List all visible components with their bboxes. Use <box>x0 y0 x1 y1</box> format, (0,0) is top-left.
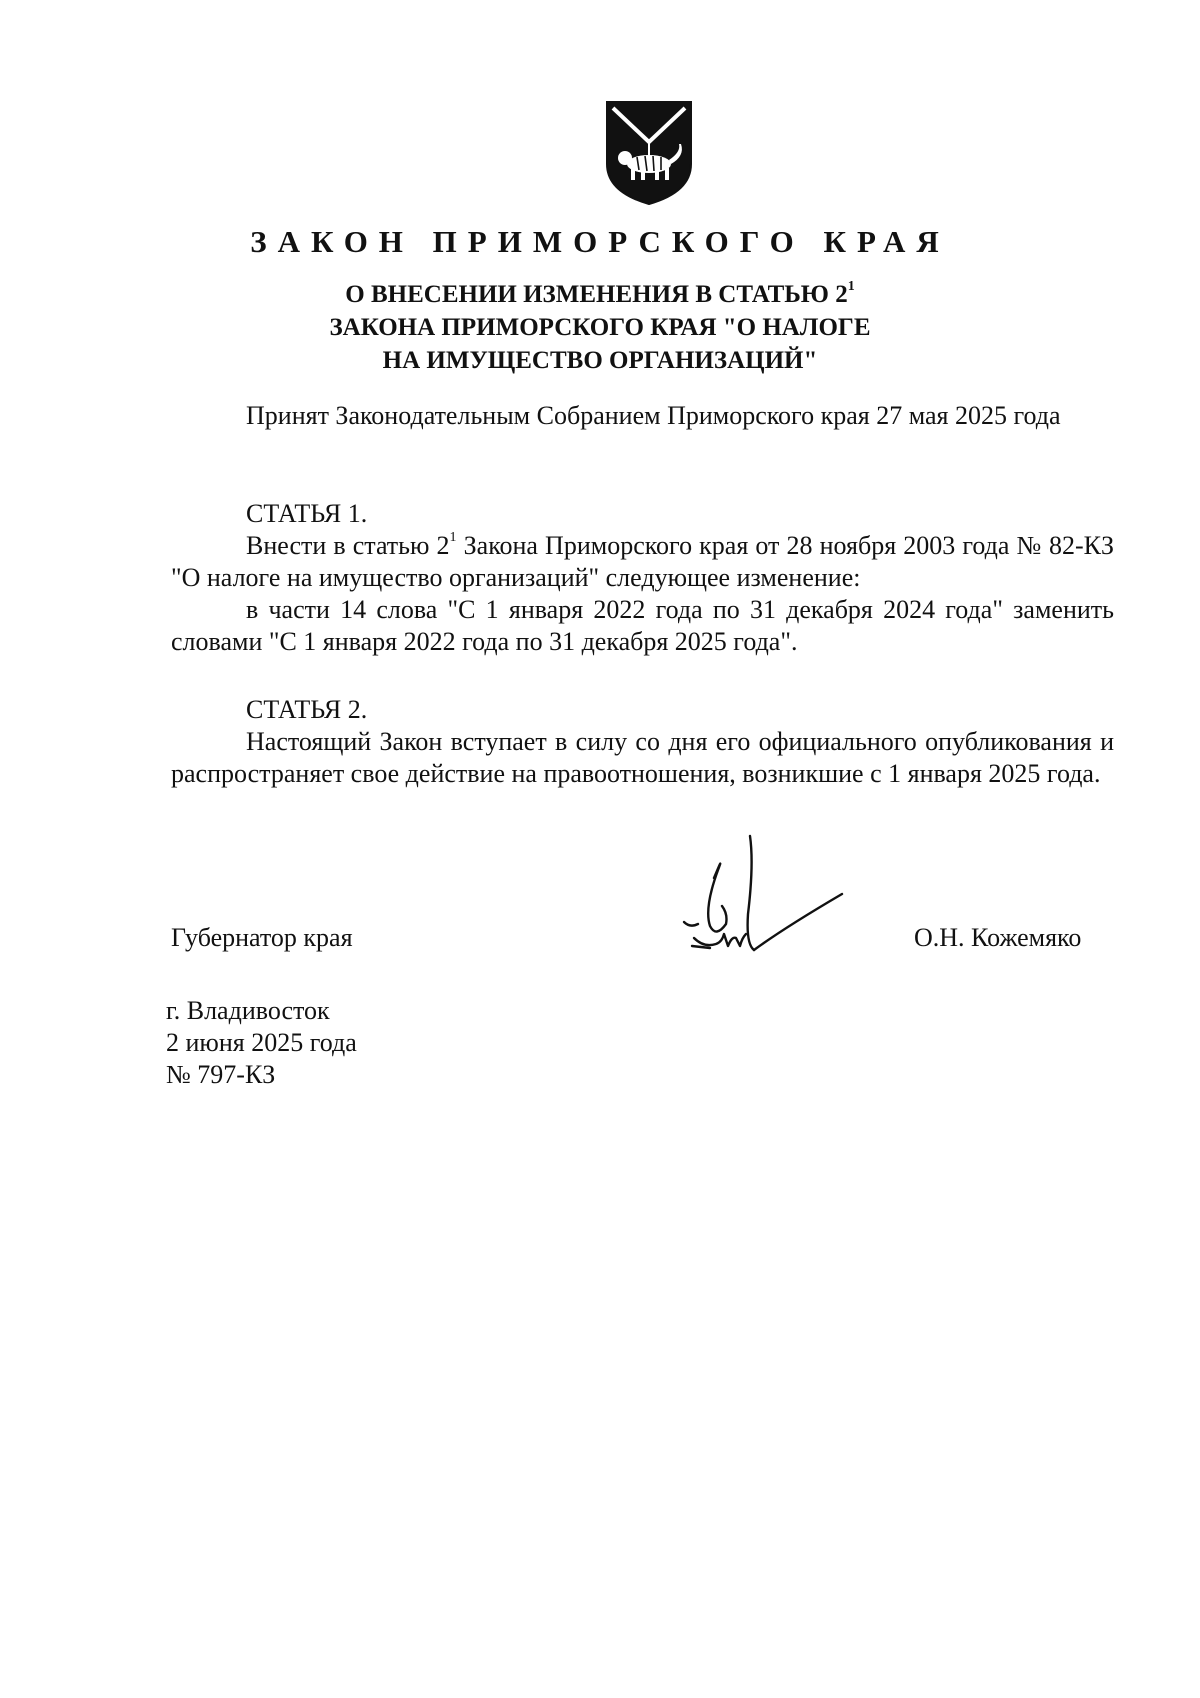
subtitle-line-1: О ВНЕСЕНИИ ИЗМЕНЕНИЯ В СТАТЬЮ $2^1$ <box>345 278 855 308</box>
superscript: 1 <box>449 530 457 546</box>
article-1-paragraph-2: в части 14 слова "С 1 января 2022 года по 31 декабря 2024 года" заменить словами "С 1 января 2022 года по 31 декабря 2025 года". <box>171 595 1114 656</box>
adoption-text: Принят Законодательным Собранием Приморского края 27 мая 2025 года <box>246 401 1061 430</box>
article-1-paragraph-1: Внести в статью $2^1$ Закона Приморского края от 28 ноября 2003 года № 82-КЗ "О налоге на имущество организаций" следующее изменение: <box>171 530 1114 592</box>
adoption-note <box>171 400 1114 432</box>
article-2-heading: СТАТЬЯ 2. <box>246 695 368 724</box>
article-1 <box>171 498 1114 658</box>
superscript: 1 <box>847 278 855 294</box>
signing-place: г. Владивосток <box>166 996 330 1025</box>
article-1-heading: СТАТЬЯ 1. <box>246 499 368 528</box>
document-title: ЗАКОН ПРИМОРСКОГО КРАЯ <box>250 224 950 259</box>
coat-of-arms-icon <box>603 98 695 208</box>
signatory-name: О.Н. Кожемяко <box>914 923 1082 952</box>
handwritten-signature-icon <box>664 834 846 966</box>
signing-details <box>166 995 357 1091</box>
signing-date: 2 июня 2025 года <box>166 1028 357 1057</box>
article-2-paragraph-1: Настоящий Закон вступает в силу со дня его официального опубликования и распространяет свое действие на правоотношения, возникшие с 1 января 2025 года. <box>171 727 1114 788</box>
article-2 <box>171 694 1114 790</box>
law-number: № 797-КЗ <box>166 1060 276 1089</box>
subtitle-line-3: НА ИМУЩЕСТВО ОРГАНИЗАЦИЙ" <box>382 347 818 374</box>
subtitle-line-2: ЗАКОНА ПРИМОРСКОГО КРАЯ "О НАЛОГЕ <box>329 314 871 341</box>
document-subtitle <box>0 278 1200 377</box>
signatory-position: Губернатор края <box>171 923 353 952</box>
